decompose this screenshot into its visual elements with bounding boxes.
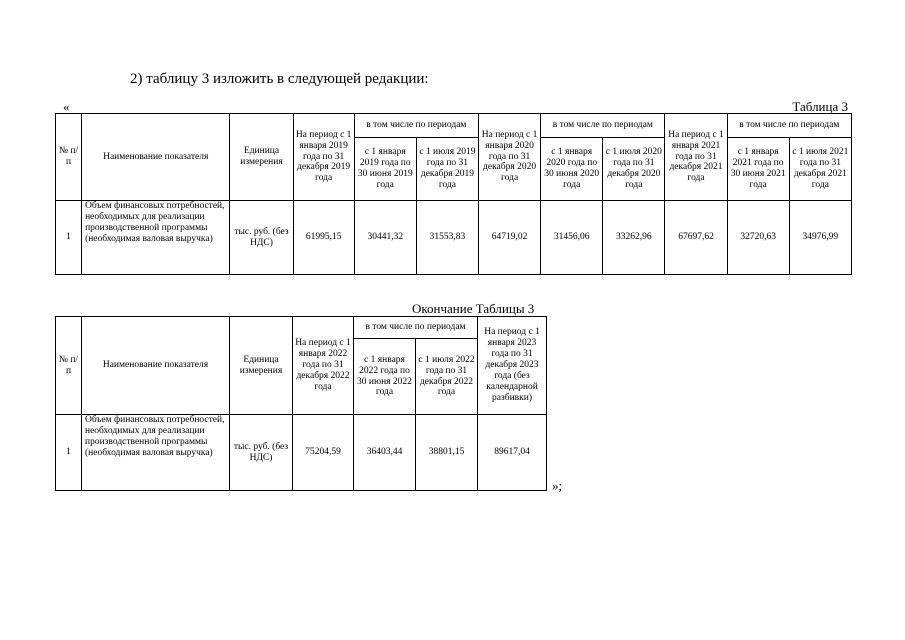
cell-2020: 64719,02 xyxy=(479,201,541,275)
table-row xyxy=(56,415,547,491)
cell-num: 1 xyxy=(56,201,82,275)
header-2022-h1: с 1 января 2022 года по 30 июня 2022 года xyxy=(354,339,416,415)
header-2022-h2: с 1 июля 2022 года по 31 декабря 2022 года xyxy=(416,339,478,415)
cell-2022: 75204,59 xyxy=(293,415,354,491)
header-incl-2019: в том числе по периодам xyxy=(354,114,478,138)
table3-caption: Таблица 3 xyxy=(792,99,848,114)
cell-unit: тыс. руб. (без НДС) xyxy=(230,201,293,275)
header-2021-h1: с 1 января 2021 года по 30 июня 2021 года xyxy=(727,138,789,201)
header-2019-h1: с 1 января 2019 года по 30 июня 2019 года xyxy=(354,138,416,201)
header-num: № п/п xyxy=(56,114,82,201)
cell-2022-h2: 38801,15 xyxy=(416,415,478,491)
cell-2019: 61995,15 xyxy=(293,201,354,275)
header-name: Наименование показателя xyxy=(82,114,230,201)
cell-num: 1 xyxy=(56,415,82,491)
cell-2022-h1: 36403,44 xyxy=(354,415,416,491)
header-num: № п/п xyxy=(56,317,82,415)
closing-quote: »; xyxy=(552,478,563,493)
header-incl-2022: в том числе по периодам xyxy=(354,317,478,339)
header-period-2022: На период с 1 января 2022 года по 31 декабря 2022 года xyxy=(293,317,354,415)
header-2020-h1: с 1 января 2020 года по 30 июня 2020 года xyxy=(541,138,603,201)
cell-name: Объем финансовых потребностей, необходимых для реализации производственной программы (необходимая валовая выручка) xyxy=(82,415,230,491)
header-unit: Единица измерения xyxy=(230,114,293,201)
cell-2021-h2: 34976,99 xyxy=(789,201,851,275)
table-row xyxy=(56,201,852,275)
table-3-end xyxy=(55,316,547,491)
header-2019-h2: с 1 июля 2019 года по 31 декабря 2019 года xyxy=(416,138,478,201)
header-incl-2020: в том числе по периодам xyxy=(541,114,665,138)
header-period-2021: На период с 1 января 2021 года по 31 декабря 2021 года xyxy=(665,114,727,201)
table-3 xyxy=(55,113,852,275)
cell-2021: 67697,62 xyxy=(665,201,727,275)
cell-name: Объем финансовых потребностей, необходимых для реализации производственной программы (необходимая валовая выручка) xyxy=(82,201,230,275)
table3-end-caption: Окончание Таблицы 3 xyxy=(412,301,535,316)
header-2020-h2: с 1 июля 2020 года по 31 декабря 2020 года xyxy=(603,138,665,201)
cell-2020-h1: 31456,06 xyxy=(541,201,603,275)
opening-quote: « xyxy=(63,99,70,114)
cell-2019-h2: 31553,83 xyxy=(416,201,478,275)
header-name: Наименование показателя xyxy=(82,317,230,415)
header-2021-h2: с 1 июля 2021 года по 31 декабря 2021 года xyxy=(789,138,851,201)
cell-2021-h1: 32720,63 xyxy=(727,201,789,275)
cell-2019-h1: 30441,32 xyxy=(354,201,416,275)
section-heading: 2) таблицу 3 изложить в следующей редакции: xyxy=(130,71,429,87)
cell-2023: 89617,04 xyxy=(478,415,547,491)
header-period-2023: На период с 1 января 2023 года по 31 декабря 2023 года (без календарной разбивки) xyxy=(478,317,547,415)
cell-2020-h2: 33262,96 xyxy=(603,201,665,275)
header-unit: Единица измерения xyxy=(230,317,293,415)
header-period-2020: На период с 1 января 2020 года по 31 декабря 2020 года xyxy=(479,114,541,201)
cell-unit: тыс. руб. (без НДС) xyxy=(230,415,293,491)
header-incl-2021: в том числе по периодам xyxy=(727,114,851,138)
header-period-2019: На период с 1 января 2019 года по 31 декабря 2019 года xyxy=(293,114,354,201)
